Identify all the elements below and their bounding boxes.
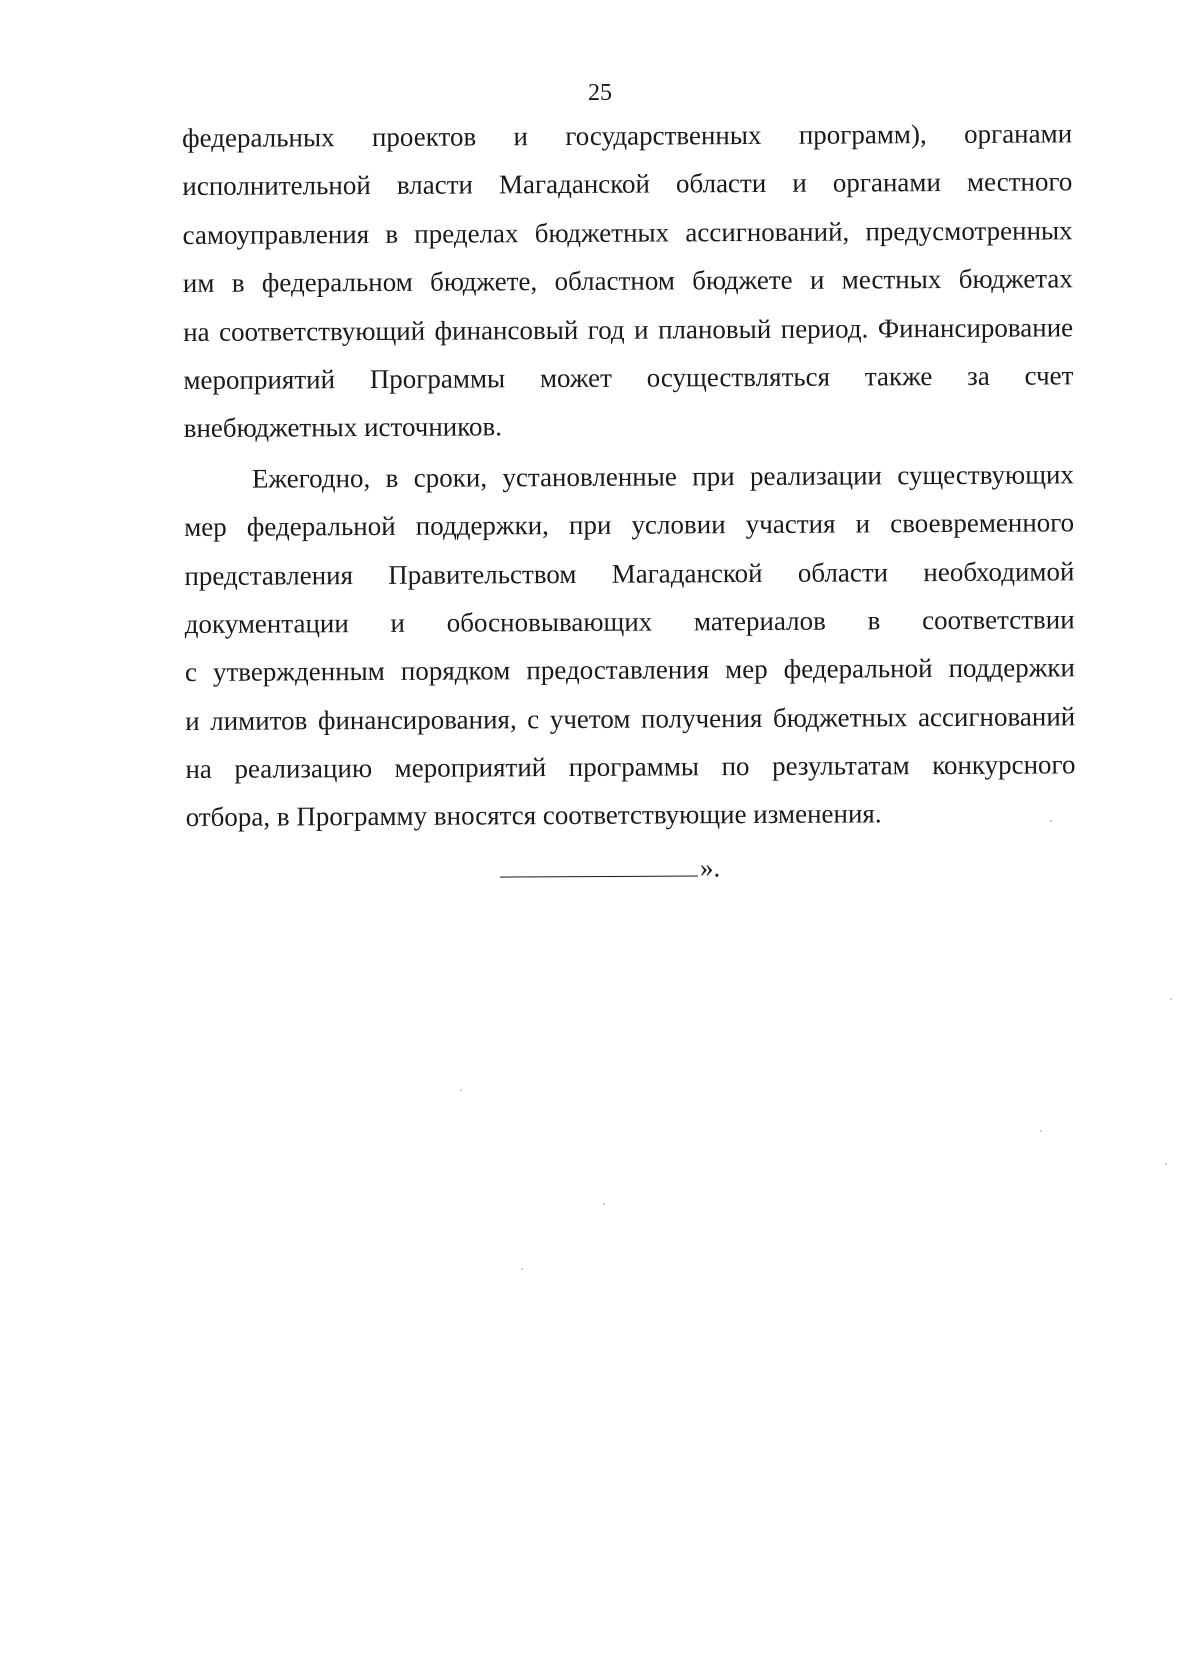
scan-speck <box>1040 1130 1042 1132</box>
scan-speck <box>521 1268 523 1270</box>
text-line: на соответствующий финансовый год и плановый период. Финансирование <box>183 311 1074 347</box>
text-line: исполнительной власти Магаданской области и органами местного <box>182 166 1073 202</box>
text-line: федеральных проектов и государственных программ), органами <box>182 118 1073 153</box>
closing-line <box>500 851 720 884</box>
paragraph-1 <box>182 109 1074 452</box>
scan-speck <box>1050 820 1052 822</box>
text-line: документации и обосновывающих материалов в соответствии <box>184 604 1075 639</box>
text-line: на реализацию мероприятий программы по результатам конкурсного <box>185 749 1076 785</box>
text-line: Ежегодно, в сроки, установленные при реализации существующих <box>251 459 1074 494</box>
text-line: и лимитов финансирования, с учетом получения бюджетных ассигнований <box>185 701 1076 736</box>
text-line: с утвержденным порядком предоставления мер федеральной поддержки <box>184 652 1075 688</box>
page-number: 25 <box>588 80 612 106</box>
document-body <box>182 109 1076 842</box>
paragraph-2 <box>184 450 1076 842</box>
closing-quote: ». <box>699 852 721 883</box>
text-line: самоуправления в пределах бюджетных ассигнований, предусмотренных <box>182 215 1073 250</box>
text-line: им в федеральном бюджете, областном бюджете и местных бюджетах <box>182 263 1073 299</box>
text-line: мер федеральной поддержки, при условии участия и своевременного <box>184 507 1075 543</box>
text-line: представления Правительством Магаданской области необходимой <box>184 555 1075 591</box>
scan-speck <box>460 1089 462 1091</box>
scan-speck <box>1165 1163 1167 1165</box>
blank-rule <box>500 876 698 878</box>
text-line: отбора, в Программу вносятся соответствующие изменения. <box>185 798 882 833</box>
scan-speck <box>603 1203 605 1205</box>
text-line: мероприятий Программы может осуществляться также за счет <box>183 360 1074 395</box>
scan-speck <box>1170 998 1172 1000</box>
text-line: внебюджетных источников. <box>183 411 503 444</box>
